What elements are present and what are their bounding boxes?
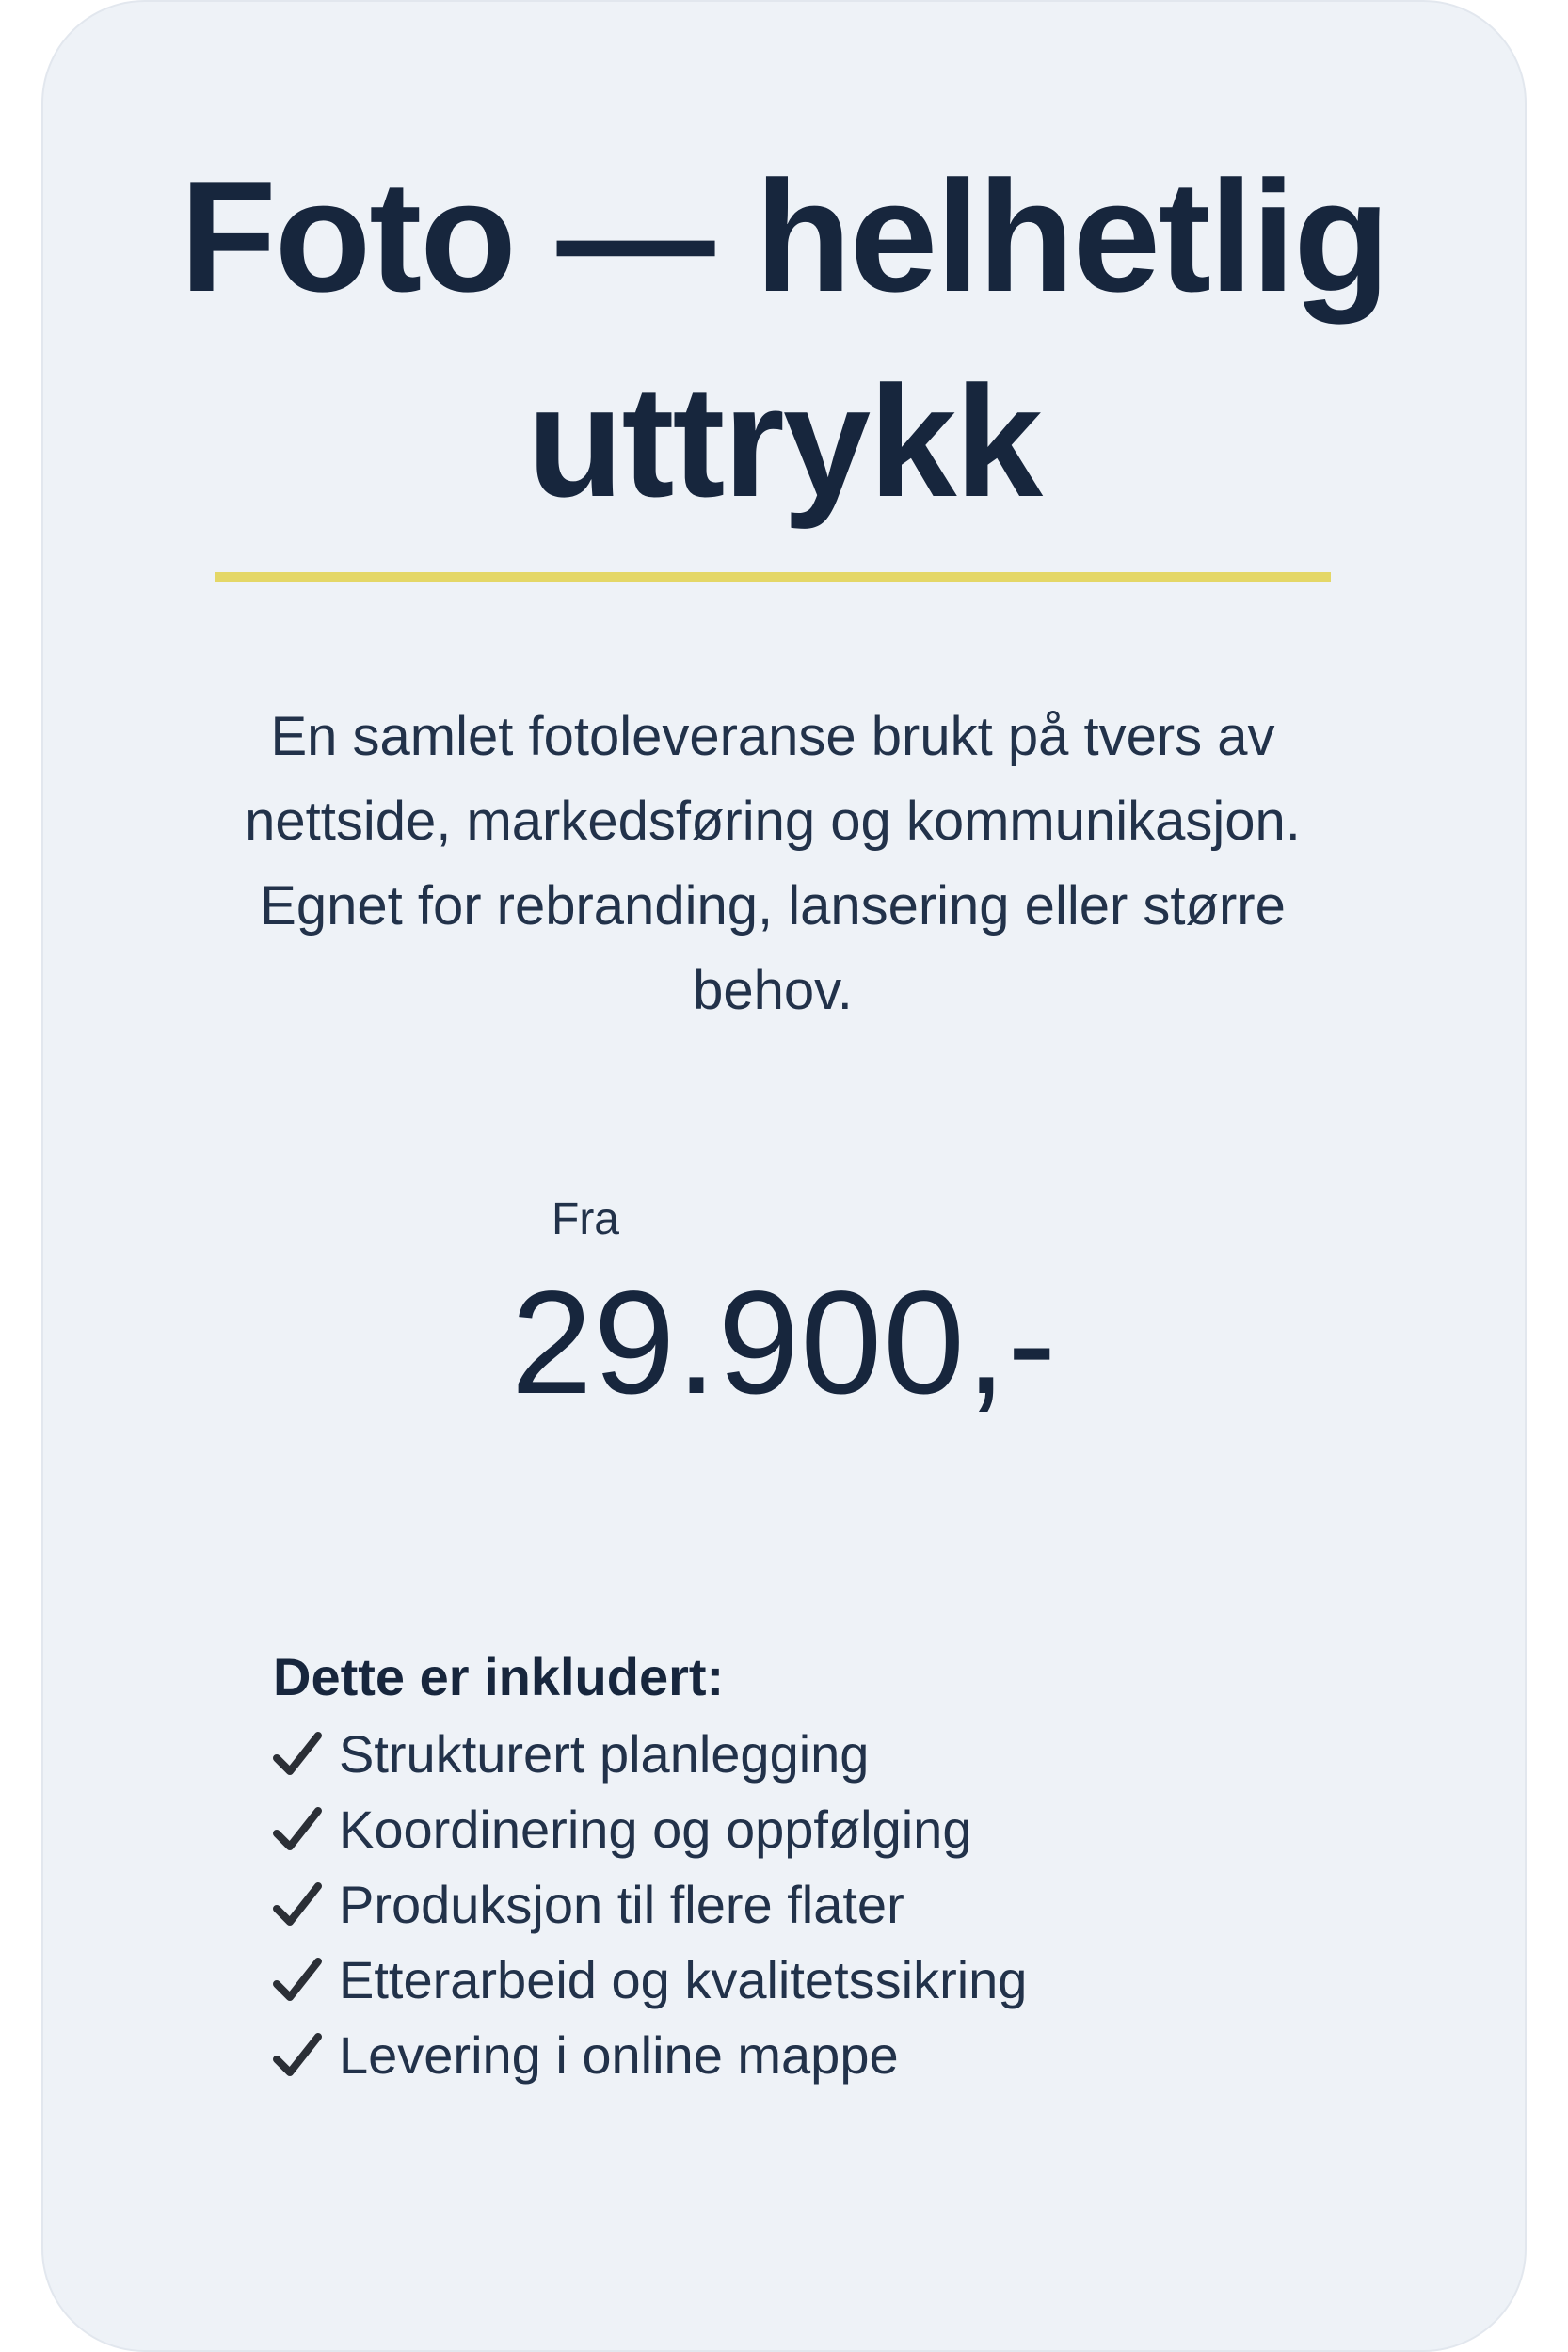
card-title bbox=[43, 134, 1525, 544]
included-item-label: Levering i online mappe bbox=[339, 2025, 899, 2085]
price-value: 29.900,- bbox=[510, 1261, 1058, 1425]
included-item-label: Koordinering og oppfølging bbox=[339, 1800, 972, 1859]
checkmark-icon bbox=[269, 1877, 326, 1933]
price-prefix: Fra bbox=[552, 1194, 619, 1244]
pricing-card bbox=[41, 0, 1527, 2352]
included-item bbox=[269, 2018, 1027, 2093]
card-title-line-2: uttrykk bbox=[526, 353, 1042, 530]
included-item bbox=[269, 1943, 1027, 2018]
included-item bbox=[269, 1717, 1027, 1792]
checkmark-icon bbox=[269, 2027, 326, 2084]
card-description: En samlet fotoleveranse brukt på tvers av nettside, markedsføring og kommunikasjon. Egnet for rebranding, lansering eller større behov. bbox=[245, 706, 1301, 1021]
included-item bbox=[269, 1867, 1027, 1943]
checkmark-icon bbox=[269, 1726, 326, 1783]
card-title-line-1: Foto — helhetlig bbox=[180, 148, 1388, 325]
included-list bbox=[269, 1717, 1027, 2093]
included-item-label: Strukturert planlegging bbox=[339, 1724, 870, 1784]
checkmark-icon bbox=[269, 1801, 326, 1858]
included-item bbox=[269, 1792, 1027, 1867]
included-item-label: Etterarbeid og kvalitetssikring bbox=[339, 1950, 1028, 2009]
included-item-label: Produksjon til flere flater bbox=[339, 1875, 904, 1934]
included-heading: Dette er inkludert: bbox=[273, 1647, 725, 1706]
checkmark-icon bbox=[269, 1952, 326, 2008]
accent-divider bbox=[215, 572, 1331, 582]
